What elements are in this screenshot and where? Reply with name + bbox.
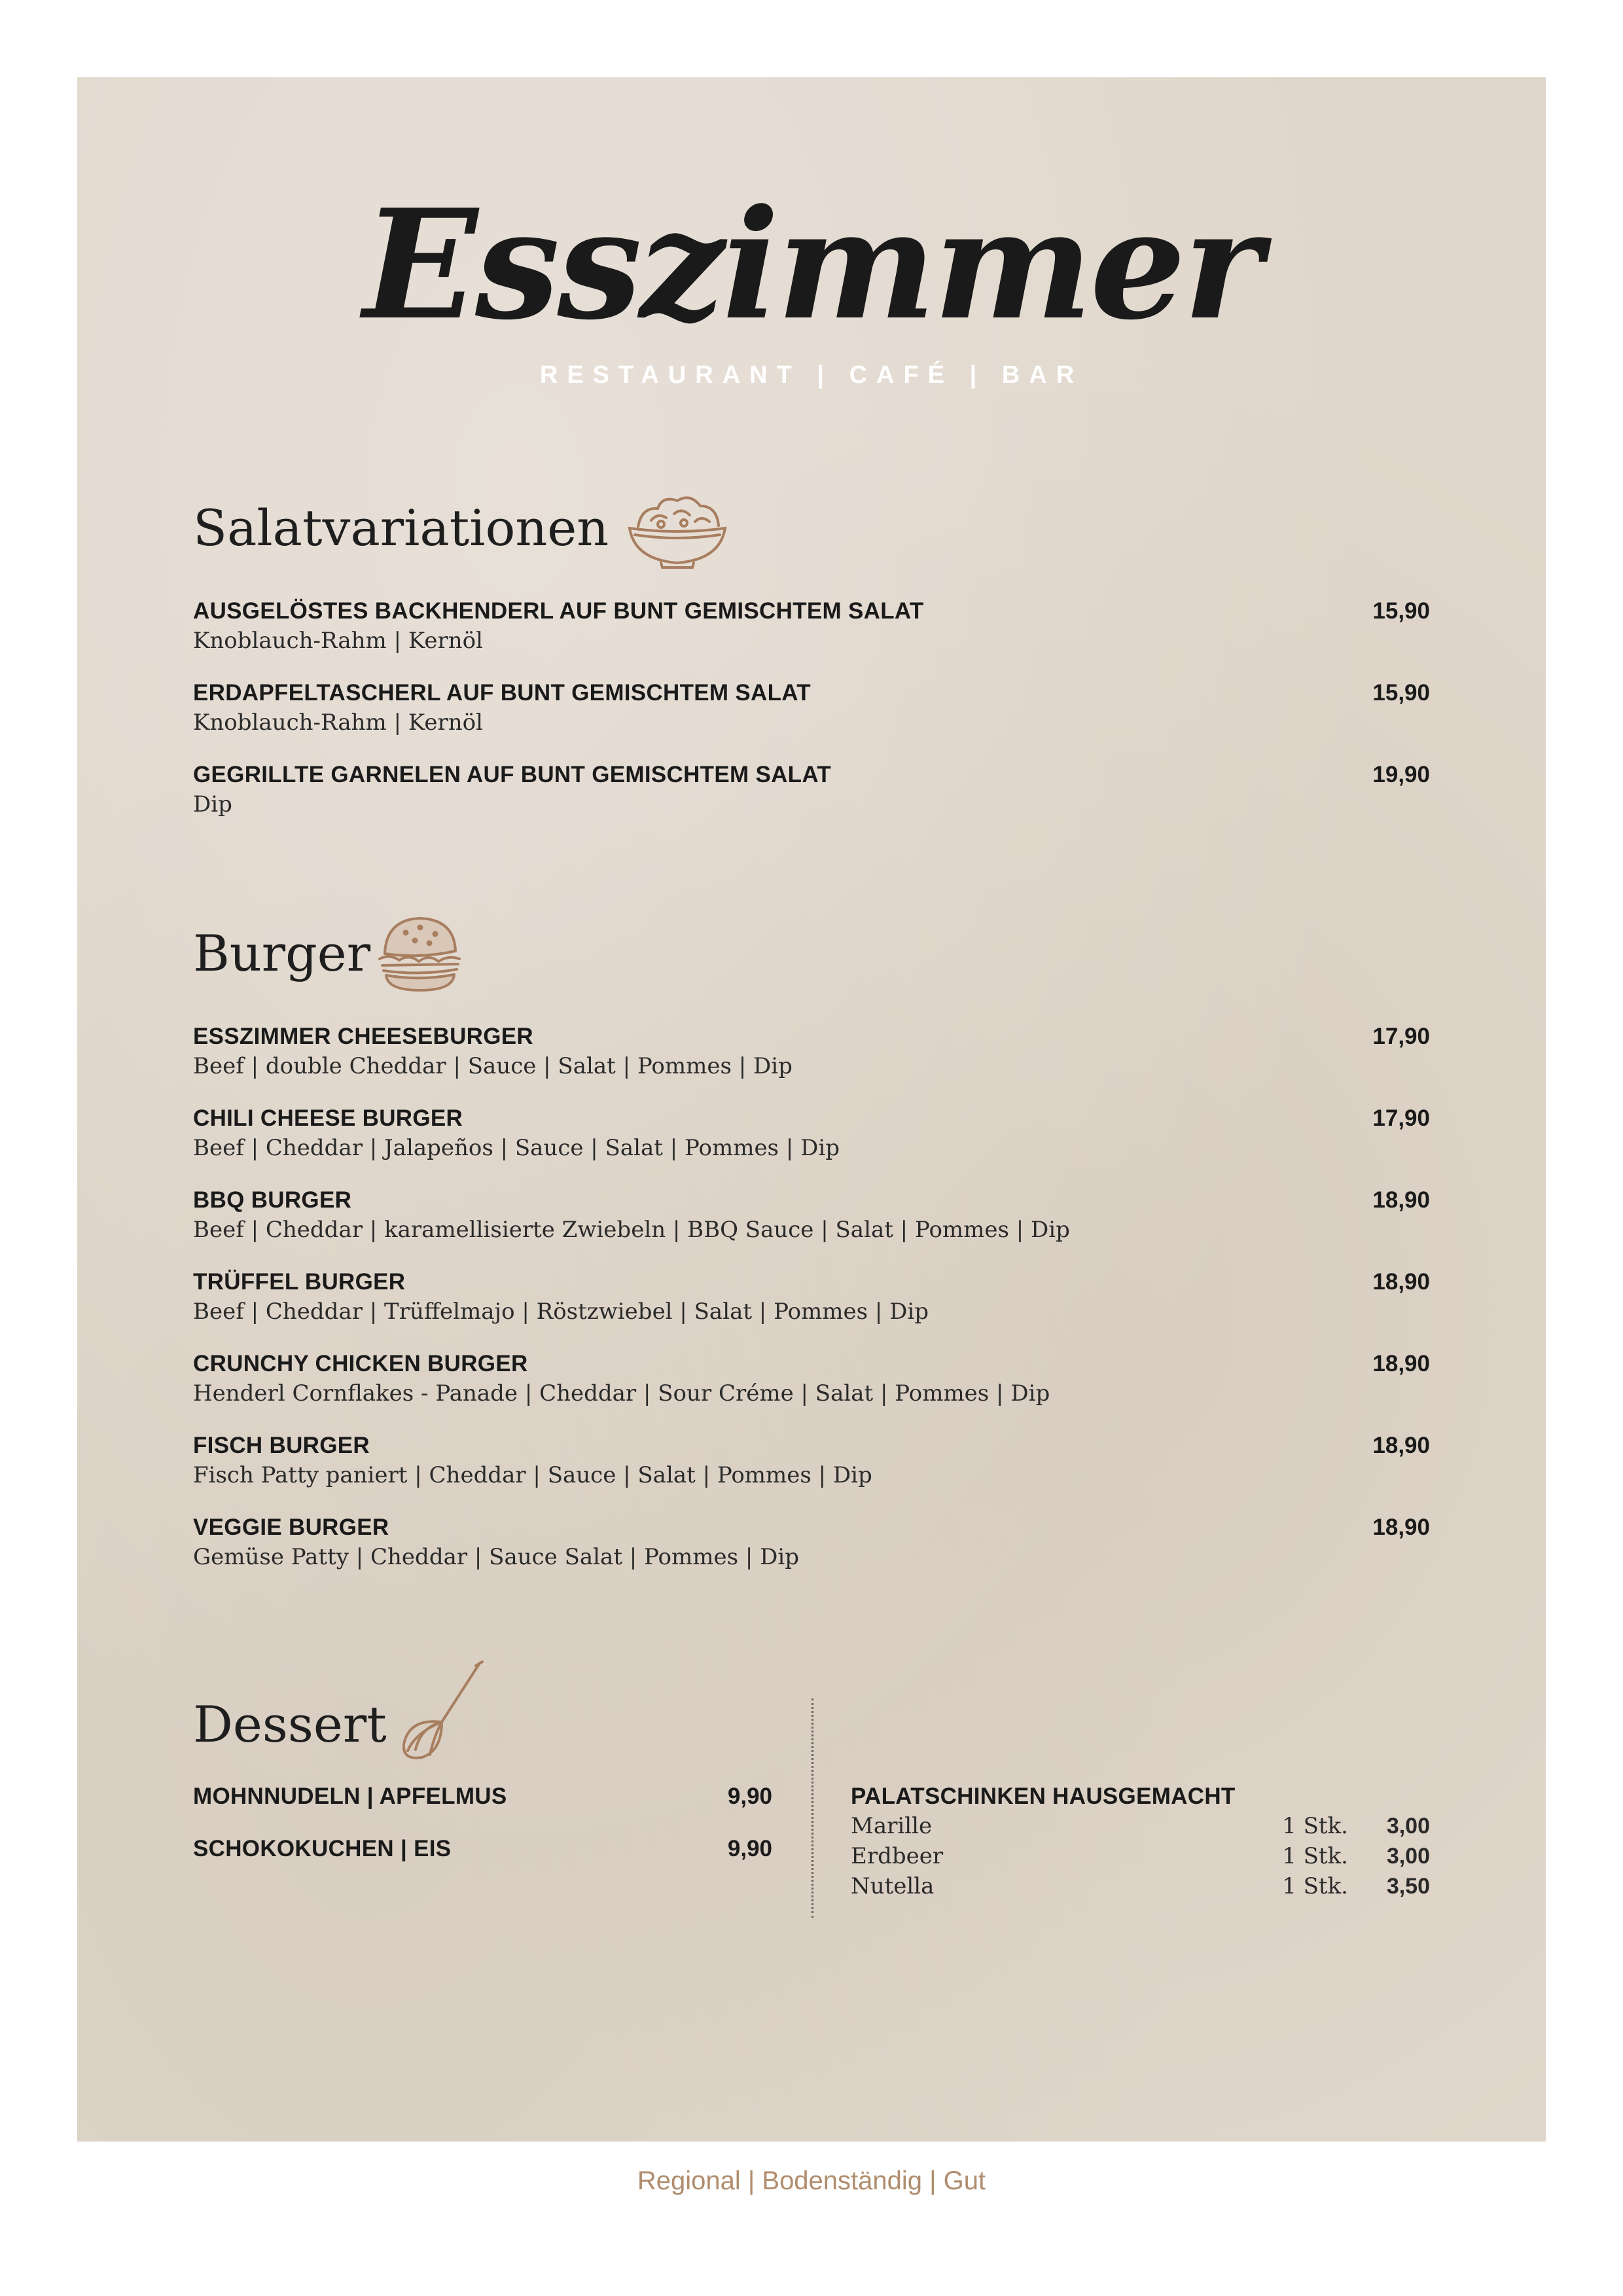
item-name: TRÜFFEL BURGER [193, 1269, 406, 1295]
item-price: 19,90 [1372, 762, 1430, 787]
menu-item [193, 1513, 1430, 1572]
variant-price: 3,00 [1386, 1814, 1430, 1839]
variant-row [851, 1841, 1430, 1871]
item-name: FISCH BURGER [193, 1433, 370, 1458]
menu-item [193, 1186, 1430, 1245]
salad-bowl-icon [622, 488, 733, 569]
item-price: 17,90 [1372, 1024, 1430, 1049]
whisk-icon [396, 1659, 488, 1764]
menu-item [193, 1104, 1430, 1163]
variant-row [851, 1871, 1430, 1901]
item-name: BBQ BURGER [193, 1187, 352, 1213]
variant-qty: 1 Stk. [1282, 1843, 1348, 1869]
item-name: MOHNNUDELN | APFELMUS [193, 1784, 507, 1809]
variant-price: 3,00 [1386, 1844, 1430, 1869]
item-name: ERDAPFELTASCHERL AUF BUNT GEMISCHTEM SALAT [193, 680, 811, 706]
menu-item [193, 761, 1430, 819]
variant-qty: 1 Stk. [1282, 1873, 1348, 1899]
variant-row [851, 1811, 1430, 1841]
menu-item [193, 1268, 1430, 1327]
item-name: VEGGIE BURGER [193, 1515, 389, 1540]
menu-item [193, 1350, 1430, 1408]
item-description: Knoblauch-Rahm | Kernöl [193, 628, 483, 654]
item-price: 18,90 [1372, 1433, 1430, 1458]
variant-price: 3,50 [1386, 1874, 1430, 1899]
menu-item-palatschinken [851, 1782, 1430, 1901]
item-name: SCHOKOKUCHEN | EIS [193, 1836, 452, 1861]
item-name: GEGRILLTE GARNELEN AUF BUNT GEMISCHTEM SALAT [193, 762, 832, 787]
menu-item [193, 1022, 1430, 1081]
item-price: 15,90 [1372, 598, 1430, 624]
footer-slogan: Regional | Bodenständig | Gut [637, 2166, 986, 2195]
item-name: CRUNCHY CHICKEN BURGER [193, 1351, 528, 1376]
item-price: 15,90 [1372, 680, 1430, 706]
item-name: PALATSCHINKEN HAUSGEMACHT [851, 1784, 1236, 1809]
item-description: Beef | Cheddar | karamellisierte Zwiebeln | BBQ Sauce | Salat | Pommes | Dip [193, 1217, 1070, 1243]
menu-item [193, 1835, 772, 1863]
item-price: 18,90 [1372, 1515, 1430, 1540]
item-name: AUSGELÖSTES BACKHENDERL AUF BUNT GEMISCHTEM SALAT [193, 598, 924, 624]
item-price: 9,90 [727, 1836, 772, 1861]
burger-icon [373, 913, 465, 995]
logo: Esszimmer [363, 177, 1260, 353]
item-description: Beef | Cheddar | Trüffelmajo | Röstzwiebel | Salat | Pommes | Dip [193, 1299, 929, 1325]
item-name: CHILI CHEESE BURGER [193, 1105, 463, 1131]
item-description: Dip [193, 791, 232, 817]
item-description: Fisch Patty paniert | Cheddar | Sauce | Salat | Pommes | Dip [193, 1462, 872, 1488]
menu-item [193, 679, 1430, 738]
menu-item [193, 597, 1430, 656]
item-name: ESSZIMMER CHEESEBURGER [193, 1024, 533, 1049]
variant-name: Marille [851, 1813, 933, 1839]
menu-item [193, 1782, 772, 1811]
section-title-salat: Salatvariationen [193, 499, 609, 557]
menu-item [193, 1431, 1430, 1490]
section-title-dessert: Dessert [193, 1695, 387, 1753]
variant-qty: 1 Stk. [1282, 1813, 1348, 1839]
item-price: 18,90 [1372, 1351, 1430, 1376]
tagline: RESTAURANT | CAFÉ | BAR [539, 361, 1084, 389]
item-description: Beef | double Cheddar | Sauce | Salat | Pommes | Dip [193, 1053, 793, 1079]
item-price: 18,90 [1372, 1187, 1430, 1213]
item-description: Beef | Cheddar | Jalapeños | Sauce | Salat | Pommes | Dip [193, 1135, 840, 1161]
column-divider [812, 1698, 813, 1918]
variant-name: Nutella [851, 1873, 935, 1899]
item-price: 17,90 [1372, 1105, 1430, 1131]
item-price: 18,90 [1372, 1269, 1430, 1295]
item-description: Gemüse Patty | Cheddar | Sauce Salat | Pommes | Dip [193, 1544, 800, 1570]
item-description: Henderl Cornflakes - Panade | Cheddar | Sour Créme | Salat | Pommes | Dip [193, 1380, 1050, 1407]
item-price: 9,90 [727, 1784, 772, 1809]
section-title-burger: Burger [193, 924, 371, 982]
variant-name: Erdbeer [851, 1843, 944, 1869]
item-description: Knoblauch-Rahm | Kernöl [193, 709, 483, 736]
